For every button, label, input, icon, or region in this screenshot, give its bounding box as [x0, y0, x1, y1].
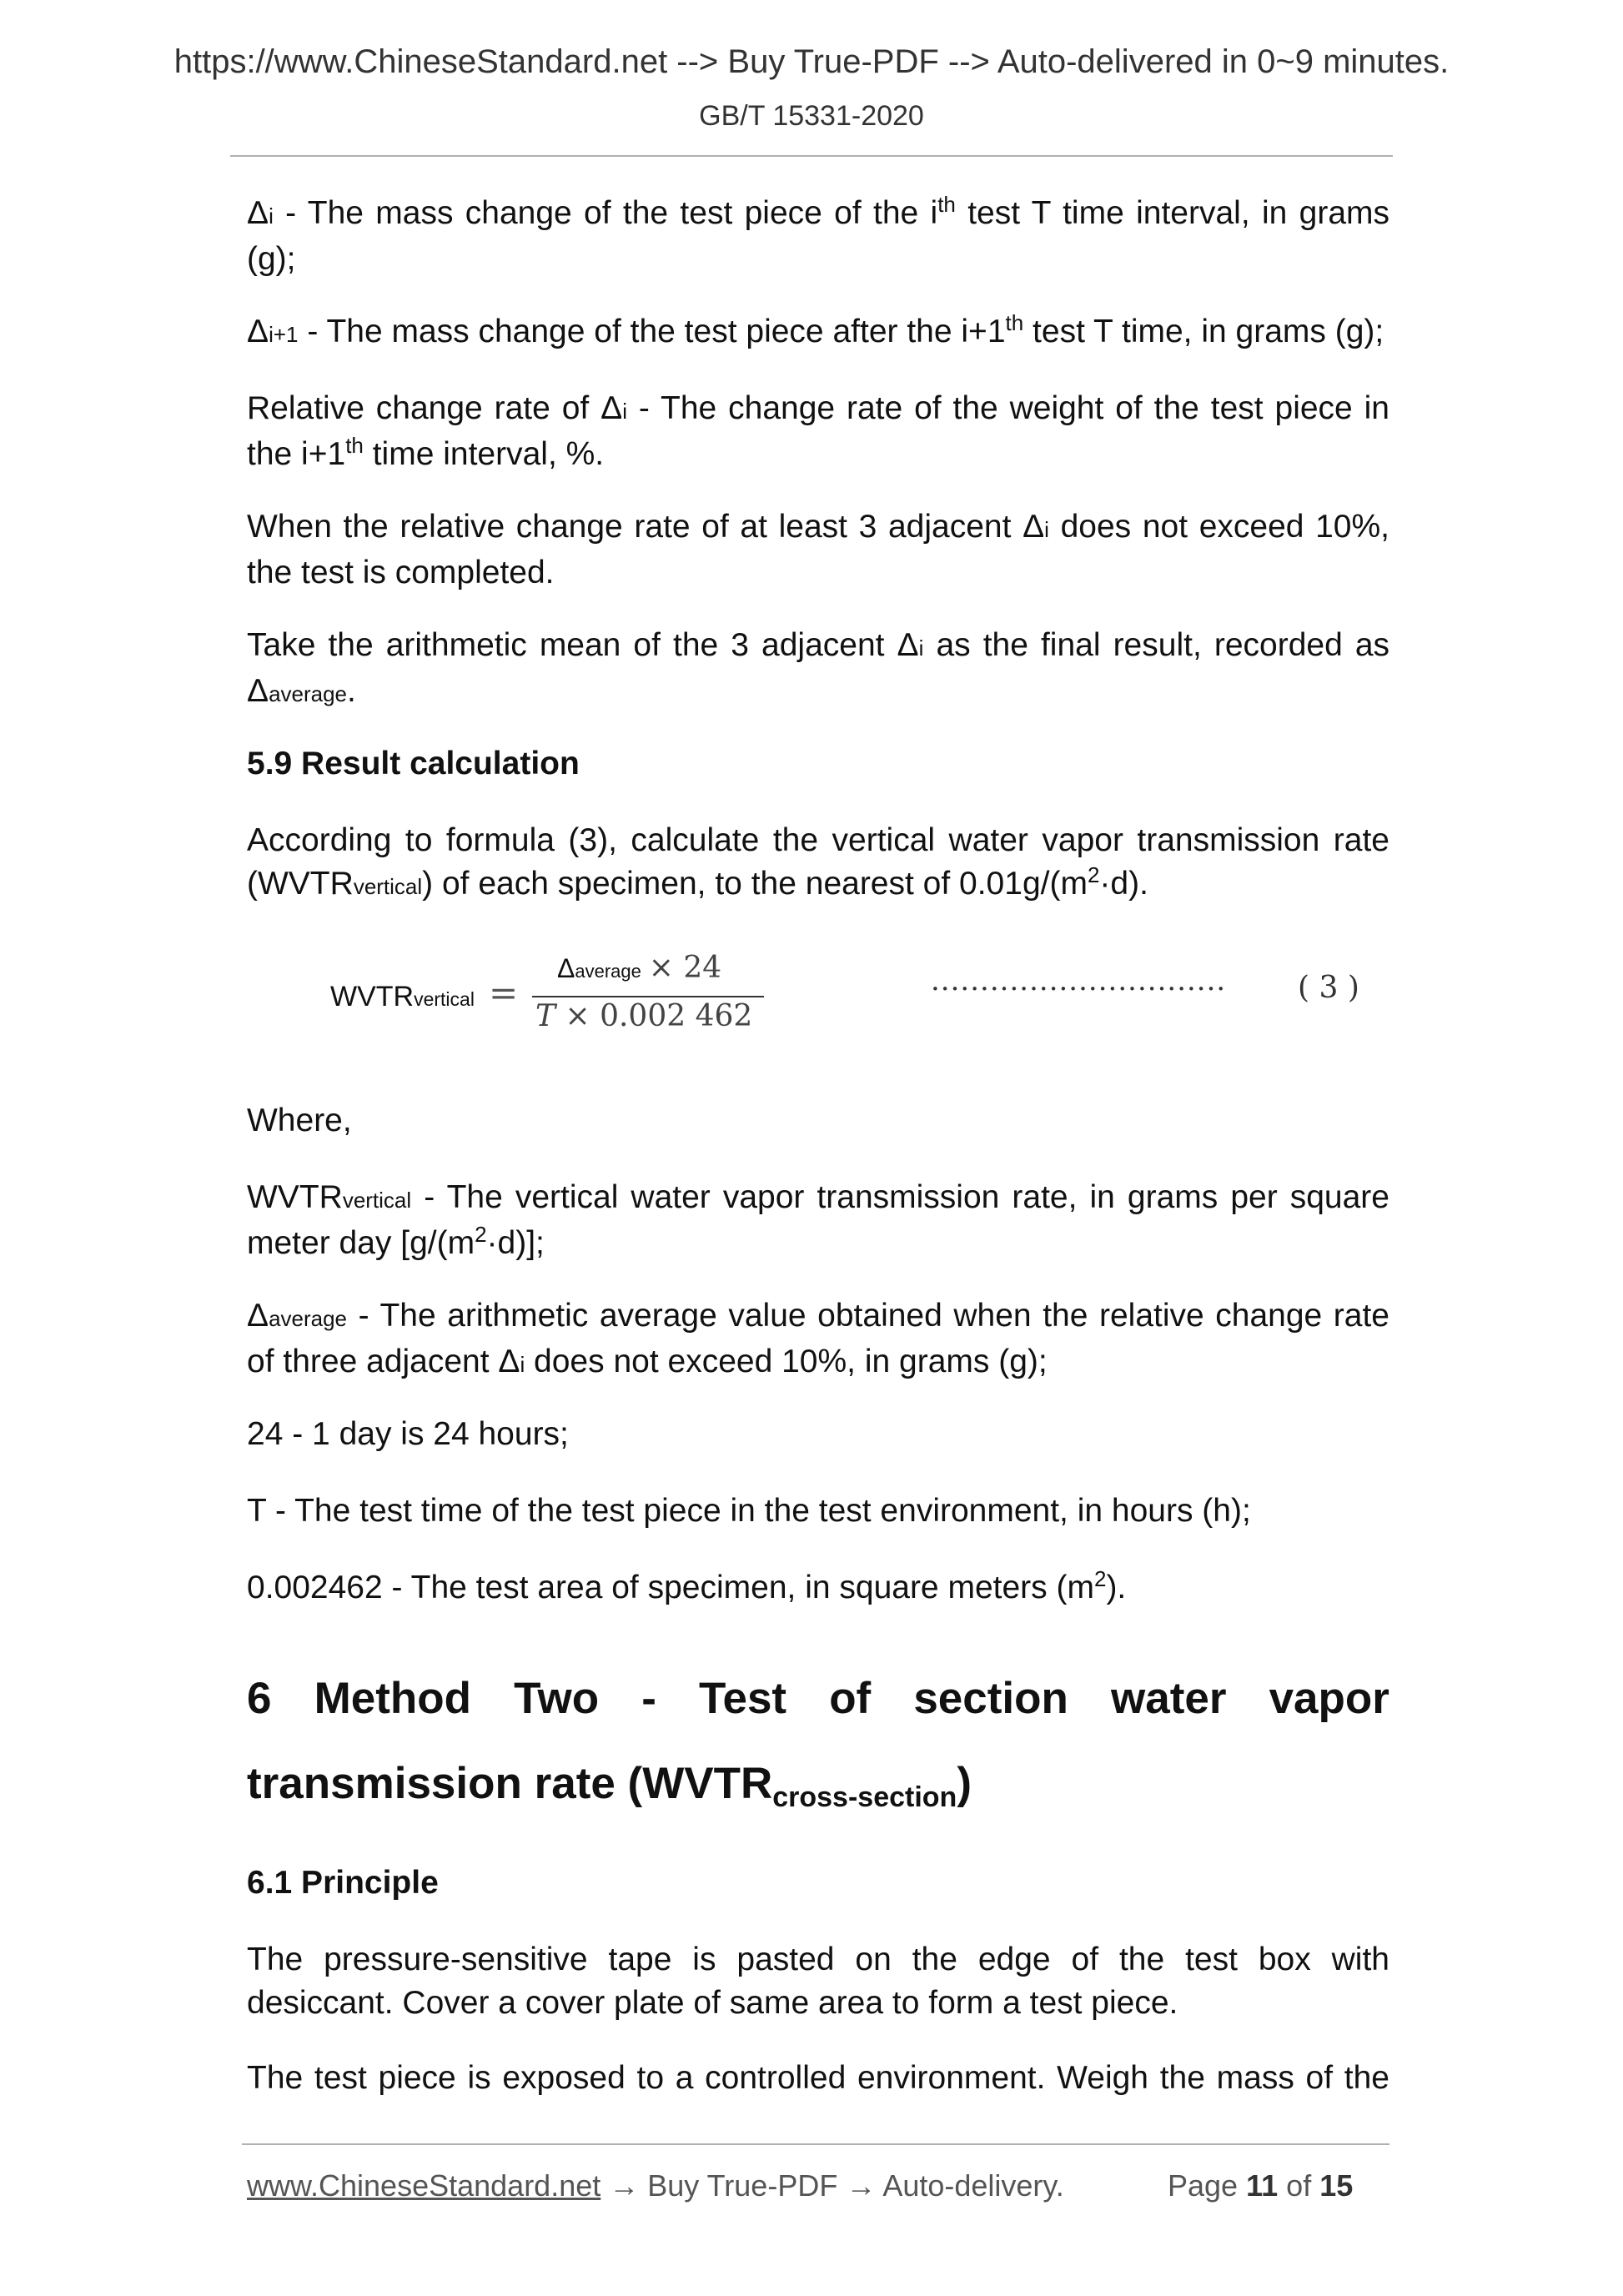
definition-delta-average: Δaverage - The arithmetic average value obtained when the relative change rate of three adjacent Δi does not exceed 10%, in grams (g);: [247, 1298, 1389, 1379]
formula-number: ( 3 ): [1298, 971, 1359, 1005]
paragraph-delta-i: Δi - The mass change of the test piece of the $i^{th}$ test T time interval, in grams (g);: [247, 192, 1389, 277]
paragraph-arithmetic-mean: Take the arithmetic mean of the 3 adjacent Δi as the final result, recorded as Δaverage.: [247, 627, 1390, 709]
page-total: 15: [1319, 2168, 1354, 2203]
section-heading-6: 6 Method Two - Test of section water vapor transmission rate (WVTRcross-section): [247, 1674, 1389, 1813]
definition-24-hours: 24 - 1 day is 24 hours;: [247, 1416, 569, 1452]
footer-links: [247, 2168, 1064, 2203]
formula-numerator: Δaverage × 24: [557, 951, 722, 985]
standard-code: GB/T 15331-2020: [699, 100, 924, 132]
formula-denominator: T × 0.002 462: [535, 999, 753, 1033]
footer-text: → Buy True-PDF → Auto-delivery.: [600, 2168, 1064, 2203]
page-indicator: Page 11 of 15: [1168, 2168, 1354, 2203]
paragraph-formula-intro: According to formula (3), calculate the vertical water vapor transmission rate (WVTRvertical) of each specimen, to the nearest of $0.01g/(m^2\cdot d)$.: [247, 822, 1389, 902]
page-number: 11: [1246, 2168, 1279, 2203]
definition-wvtr-vertical: WVTRvertical - The vertical water vapor transmission rate, in grams per square meter day $[g/(m^2\cdot d)]$;: [247, 1179, 1389, 1261]
formula-leader-dots: ······························: [931, 972, 1227, 1006]
paragraph-principle-1: The pressure-sensitive tape is pasted on the edge of the test box with desiccant. Cover a cover plate of same area to form a test piece.: [247, 1942, 1389, 2021]
formula-3: [330, 951, 1389, 1051]
section-heading-5-9: 5.9 Result calculation: [247, 746, 580, 781]
paragraph-delta-i-plus-1: Δi+1 - The mass change of the test piece after the i+1th test T time, in grams (g);: [247, 310, 1384, 349]
definition-test-area: 0.002462 - The test area of specimen, in square meters $(m^2)$.: [247, 1566, 1127, 1605]
formula-fraction-bar: [532, 996, 764, 997]
where-label: Where,: [247, 1103, 352, 1138]
definition-test-time: T - The test time of the test piece in the test environment, in hours (h);: [247, 1493, 1251, 1529]
paragraph-completion-criterion: When the relative change rate of at least 3 adjacent Δi does not exceed 10%, the test is completed.: [247, 509, 1389, 590]
header-divider: [230, 155, 1393, 157]
paragraph-principle-2: The test piece is exposed to a controlled environment. Weigh the mass of the: [247, 2060, 1389, 2096]
section-heading-6-1: 6.1 Principle: [247, 1865, 439, 1901]
footer-divider: [242, 2143, 1389, 2145]
formula-equals-sign: =: [489, 972, 519, 1013]
footer-site-link[interactable]: www.ChineseStandard.net: [247, 2168, 601, 2203]
formula-lhs: WVTRvertical: [330, 981, 475, 1012]
header-url-line: https://www.ChineseStandard.net --> Buy True-PDF --> Auto-delivered in 0~9 minutes.: [173, 43, 1450, 80]
paragraph-relative-change-rate: Relative change rate of Δi - The change rate of the weight of the test piece in the i+1th time interval, %.: [247, 390, 1389, 472]
